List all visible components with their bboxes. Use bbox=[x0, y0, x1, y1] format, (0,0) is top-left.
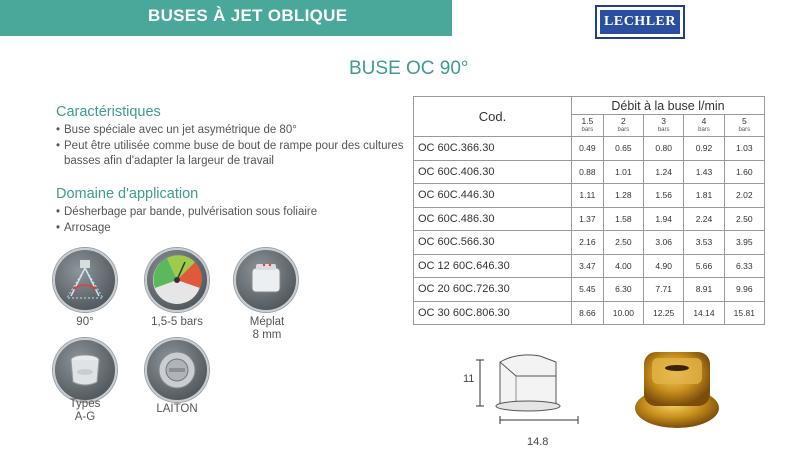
flow-value: 15.81 bbox=[724, 301, 764, 325]
flow-value: 6.33 bbox=[724, 254, 764, 278]
flow-value: 2.24 bbox=[684, 207, 724, 231]
flow-value: 1.11 bbox=[572, 184, 604, 208]
flow-value: 9.96 bbox=[724, 278, 764, 302]
flow-value: 4.90 bbox=[644, 254, 684, 278]
pressure-range-label: 1,5-5 bars bbox=[151, 316, 203, 328]
pressure-unit: bars bbox=[617, 126, 630, 133]
spray-angle-icon bbox=[53, 248, 117, 312]
flow-value: 2.50 bbox=[724, 207, 764, 231]
cod-header: Cod. bbox=[414, 97, 572, 137]
brass-material-icon bbox=[145, 338, 209, 402]
flow-header: Débit à la buse l/min bbox=[572, 97, 765, 115]
pressure-unit: bars bbox=[581, 126, 594, 133]
flow-value: 0.65 bbox=[603, 137, 643, 161]
types-range: A-G bbox=[74, 411, 96, 423]
table-row bbox=[414, 207, 765, 231]
pressure-3 bbox=[644, 115, 684, 137]
logo-panel bbox=[600, 10, 680, 34]
pressure-gauge-icon bbox=[145, 248, 209, 312]
width-dimension: 14.8 bbox=[527, 436, 549, 448]
flow-value: 12.25 bbox=[644, 301, 684, 325]
flow-value: 8.66 bbox=[572, 301, 604, 325]
nozzle-code: OC 60C.486.30 bbox=[414, 207, 572, 231]
nozzle-code: OC 60C.446.30 bbox=[414, 184, 572, 208]
flow-value: 0.80 bbox=[644, 137, 684, 161]
flow-value: 1.24 bbox=[644, 160, 684, 184]
nozzle-code: OC 12 60C.646.30 bbox=[414, 254, 572, 278]
table-row bbox=[414, 301, 765, 325]
table-row bbox=[414, 231, 765, 255]
flow-value: 1.01 bbox=[603, 160, 643, 184]
list-item: • Peut être utilisée comme buse de bout de rampe pour des cultures basses afin d'adapter la largeur de travail bbox=[56, 139, 406, 170]
characteristics-list bbox=[56, 123, 406, 170]
flow-value: 10.00 bbox=[603, 301, 643, 325]
types-title: Types bbox=[69, 398, 101, 410]
flow-value: 3.53 bbox=[684, 231, 724, 255]
pressure-2 bbox=[603, 115, 643, 137]
flow-value: 1.37 bbox=[572, 207, 604, 231]
pressure-value: 5 bbox=[741, 115, 747, 126]
flow-value: 4.00 bbox=[603, 254, 643, 278]
flat-nozzle-icon bbox=[234, 248, 298, 312]
application-title: Domaine d'application bbox=[56, 186, 199, 202]
nozzle-technical-drawing bbox=[470, 348, 590, 448]
flow-value: 5.66 bbox=[684, 254, 724, 278]
list-item: • Arrosage bbox=[56, 221, 406, 237]
list-item: • Buse spéciale avec un jet asymétrique de 80° bbox=[56, 123, 406, 139]
pressure-1-5 bbox=[572, 115, 604, 137]
nozzle-code: OC 20 60C.726.30 bbox=[414, 278, 572, 302]
table-row bbox=[414, 278, 765, 302]
flow-value: 1.03 bbox=[724, 137, 764, 161]
pressure-5 bbox=[724, 115, 764, 137]
nut-types-icon bbox=[53, 338, 117, 402]
table-row bbox=[414, 160, 765, 184]
banner-title: BUSES À JET OBLIQUE bbox=[148, 6, 348, 25]
flow-value: 2.16 bbox=[572, 231, 604, 255]
flow-value: 1.43 bbox=[684, 160, 724, 184]
flat-size: 8 mm bbox=[252, 329, 282, 341]
header-banner bbox=[0, 0, 452, 36]
flow-value: 1.56 bbox=[644, 184, 684, 208]
flow-value: 14.14 bbox=[684, 301, 724, 325]
pressure-value: 2 bbox=[621, 115, 626, 126]
table-row bbox=[414, 137, 765, 161]
nozzle-code: OC 60C.566.30 bbox=[414, 231, 572, 255]
list-item: • Désherbage par bande, pulvérisation sous foliaire bbox=[56, 205, 406, 221]
flow-value: 2.50 bbox=[603, 231, 643, 255]
types-label bbox=[53, 398, 117, 424]
flow-value: 3.95 bbox=[724, 231, 764, 255]
nozzle-code: OC 60C.406.30 bbox=[414, 160, 572, 184]
height-dimension: 11 bbox=[463, 373, 475, 385]
product-title: BUSE OC 90° bbox=[349, 58, 469, 79]
flow-value: 0.92 bbox=[684, 137, 724, 161]
flow-value: 3.06 bbox=[644, 231, 684, 255]
application-list bbox=[56, 205, 406, 236]
flow-value: 1.94 bbox=[644, 207, 684, 231]
flow-value: 0.88 bbox=[572, 160, 604, 184]
pressure-unit: bars bbox=[657, 126, 670, 133]
flow-value: 7.71 bbox=[644, 278, 684, 302]
nozzle-code: OC 60C.366.30 bbox=[414, 137, 572, 161]
flow-value: 1.60 bbox=[724, 160, 764, 184]
brass-nozzle-photo bbox=[622, 346, 732, 436]
pressure-unit: bars bbox=[738, 126, 751, 133]
pressure-value: 1.5 bbox=[581, 115, 594, 126]
flow-value: 6.30 bbox=[603, 278, 643, 302]
pressure-4 bbox=[684, 115, 724, 137]
logo-text: LECHLER bbox=[604, 14, 676, 29]
table-row bbox=[414, 254, 765, 278]
pressure-value: 4 bbox=[701, 115, 707, 126]
characteristics-title: Caractéristiques bbox=[56, 104, 161, 120]
flow-value: 1.81 bbox=[684, 184, 724, 208]
material-label: LAITON bbox=[156, 403, 198, 415]
flow-value: 1.58 bbox=[603, 207, 643, 231]
flow-value: 8.91 bbox=[684, 278, 724, 302]
lechler-logo bbox=[595, 5, 685, 39]
flow-value: 3.47 bbox=[572, 254, 604, 278]
flat-title: Méplat bbox=[249, 316, 285, 328]
nozzle-code: OC 30 60C.806.30 bbox=[414, 301, 572, 325]
flat-label bbox=[234, 316, 300, 342]
pressure-value: 3 bbox=[661, 115, 667, 126]
flow-value: 2.02 bbox=[724, 184, 764, 208]
flow-value: 0.49 bbox=[572, 137, 604, 161]
table-header-row bbox=[414, 97, 765, 115]
pressure-unit: bars bbox=[698, 126, 710, 133]
spray-angle-label: 90° bbox=[76, 316, 94, 328]
table-row bbox=[414, 184, 765, 208]
flow-value: 1.28 bbox=[603, 184, 643, 208]
flow-table bbox=[413, 96, 765, 325]
flow-value: 5.45 bbox=[572, 278, 604, 302]
